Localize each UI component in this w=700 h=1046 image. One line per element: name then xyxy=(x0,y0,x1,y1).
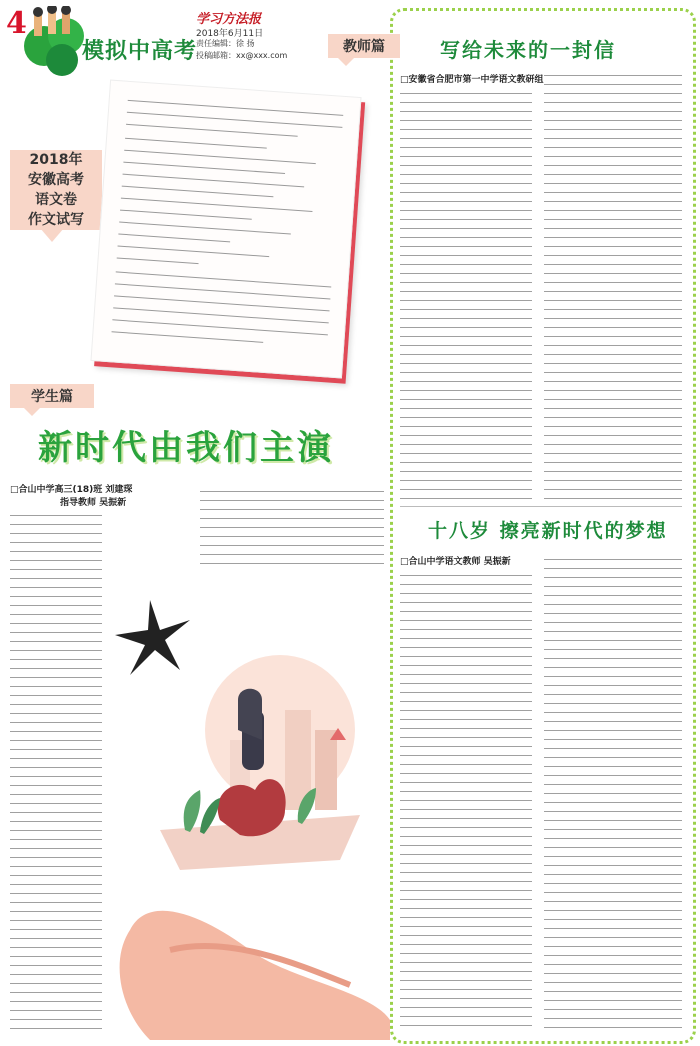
dream-text-column-1 xyxy=(400,570,532,1030)
dream-text-column-2 xyxy=(544,554,682,1030)
letter-byline: □安徽省合肥市第一中学语文教研组 xyxy=(400,75,544,85)
hand-holding-girl-illustration xyxy=(110,590,400,1040)
section-name: 模拟中高考 xyxy=(82,39,198,64)
exam-tag-line-4: 作文试写 xyxy=(28,212,84,228)
exam-tag-line-1: 2018年 xyxy=(29,152,83,168)
exam-tag-pointer xyxy=(40,228,64,242)
student-tag-pointer xyxy=(22,406,42,416)
student-section-tag: 学生篇 xyxy=(10,384,94,408)
teacher-tag-pointer xyxy=(336,56,356,66)
editor-line: 责任编辑：徐 扬 xyxy=(196,39,255,48)
student-byline-teacher: 指导教师 吴振新 xyxy=(60,498,127,508)
dream-byline: □合山中学语文教师 吴振新 xyxy=(400,557,511,567)
email-line: 投稿邮箱：xx@xxx.com xyxy=(196,51,288,60)
exam-prompt-card xyxy=(90,80,361,379)
letter-article-title: 写给未来的一封信 xyxy=(440,38,616,62)
page-number: 4 xyxy=(6,6,27,41)
exam-tag-line-2: 安徽高考 xyxy=(28,172,84,188)
student-text-column-1 xyxy=(10,510,102,1030)
issue-date: 2018年6月11日 xyxy=(196,29,264,39)
section-divider xyxy=(400,506,682,507)
letter-text-column-1 xyxy=(400,88,532,500)
paper-name: 学习方法报 xyxy=(196,12,262,27)
dream-article-title: 十八岁 擦亮新时代的梦想 xyxy=(428,520,668,542)
exam-tag xyxy=(10,150,102,230)
exam-tag-line-3: 语文卷 xyxy=(35,192,77,208)
student-text-column-2 xyxy=(200,486,384,570)
student-article-title: 新时代由我们主演 xyxy=(38,428,334,468)
teacher-section-tag: 教师篇 xyxy=(328,34,400,58)
letter-text-column-2 xyxy=(544,70,682,500)
student-byline-author: □合山中学高三(18)班 刘建琛 xyxy=(10,485,133,495)
